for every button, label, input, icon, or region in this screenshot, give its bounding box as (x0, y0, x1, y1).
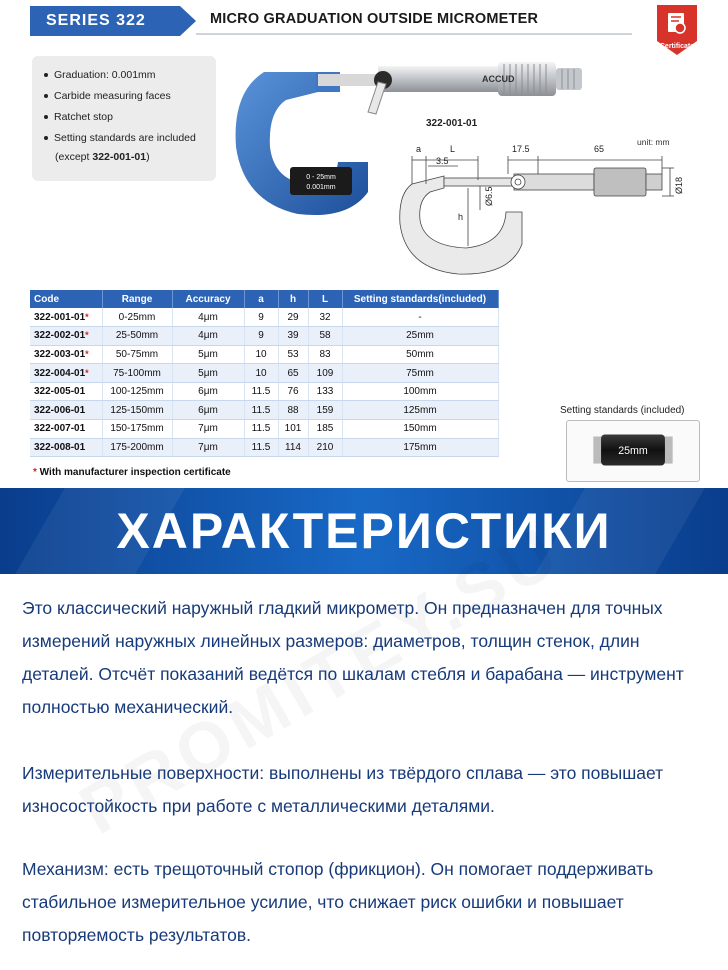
dim-dia-6-5: Ø6.5 (484, 186, 494, 206)
cell-accuracy: 6μm (172, 382, 244, 401)
certificate-badge (655, 5, 699, 55)
cell-h: 29 (278, 308, 308, 327)
cell-range: 75-100mm (102, 364, 172, 383)
cell-h: 114 (278, 438, 308, 457)
cell-h: 101 (278, 420, 308, 439)
table-row (30, 420, 498, 439)
cell-accuracy: 6μm (172, 401, 244, 420)
cell-code: 322-007-01 (30, 420, 102, 439)
cell-code: 322-004-01* (30, 364, 102, 383)
table-row (30, 438, 498, 457)
dial-range: 0 - 25mm (306, 174, 336, 181)
dim-65: 65 (594, 144, 605, 154)
cell-setting-standard: 50mm (342, 345, 498, 364)
cell-setting-standard: 175mm (342, 438, 498, 457)
description-paragraph: Измерительные поверхности: выполнены из твёрдого сплава — это повышает износостойкость при работе с металлическими деталями. (22, 763, 664, 816)
cell-setting-standard: 100mm (342, 382, 498, 401)
cell-a: 9 (244, 308, 278, 327)
cell-code: 322-008-01 (30, 438, 102, 457)
bullet-icon (44, 136, 48, 140)
cell-code: 322-006-01 (30, 401, 102, 420)
col-code: Code (30, 290, 102, 308)
cell-setting-standard: - (342, 308, 498, 327)
certificate-star: * (85, 311, 89, 322)
cell-setting-standard: 125mm (342, 401, 498, 420)
cell-L: 133 (308, 382, 342, 401)
cell-L: 210 (308, 438, 342, 457)
cell-setting-standard: 150mm (342, 420, 498, 439)
setting-standard-image (566, 420, 700, 482)
cell-range: 150-175mm (102, 420, 172, 439)
dim-L: L (450, 144, 456, 154)
cell-L: 185 (308, 420, 342, 439)
unit-label: unit: mm (637, 137, 670, 147)
col-accuracy: Accuracy (172, 290, 244, 308)
dial-graduation: 0.001mm (306, 184, 336, 191)
cell-accuracy: 5μm (172, 364, 244, 383)
standard-bar-text: 25mm (618, 444, 648, 457)
feature-exception: (except 322-001-01) (55, 151, 150, 163)
banner-title: ХАРАКТЕРИСТИКИ (116, 503, 612, 559)
dim-h: h (458, 212, 464, 222)
cell-code: 322-002-01* (30, 327, 102, 346)
cell-h: 53 (278, 345, 308, 364)
cell-a: 10 (244, 364, 278, 383)
certificate-star: * (85, 330, 89, 341)
table-row (30, 327, 498, 346)
series-label: SERIES 322 (46, 12, 146, 29)
dim-17-5: 17.5 (512, 144, 530, 154)
col-range: Range (102, 290, 172, 308)
cell-h: 65 (278, 364, 308, 383)
cell-range: 175-200mm (102, 438, 172, 457)
series-tab (30, 6, 196, 36)
col-setting-standards: Setting standards(included) (342, 290, 498, 308)
bullet-icon (44, 73, 48, 77)
description-paragraph: Это классический наружный гладкий микрометр. Он предназначен для точных измерений наружных линейных размеров: диаметров, толщин стенок, длин деталей. Отсчёт показаний ведётся по шкалам стебля и барабана — инструмент полностью механический. (22, 598, 684, 717)
section-banner (0, 488, 728, 574)
setting-standards-label: Setting standards (included) (560, 405, 685, 416)
cell-L: 83 (308, 345, 342, 364)
cell-a: 9 (244, 327, 278, 346)
brand-text: ACCUD (482, 74, 515, 84)
description-paragraph: Механизм: есть трещоточный стопор (фрикцион). Он помогает поддерживать стабильное измерительное усилие, что снижает риск ошибки и повышает повторяемость результатов. (22, 859, 654, 945)
dim-a: a (416, 144, 422, 154)
cell-setting-standard: 25mm (342, 327, 498, 346)
cell-a: 11.5 (244, 420, 278, 439)
col-a: a (244, 290, 278, 308)
table-row (30, 345, 498, 364)
spec-table (30, 290, 499, 457)
cell-L: 58 (308, 327, 342, 346)
cell-code: 322-001-01* (30, 308, 102, 327)
table-body (30, 308, 498, 457)
cell-h: 39 (278, 327, 308, 346)
dim-dia-18: Ø18 (674, 176, 684, 194)
feature-item: Setting standards are included (44, 128, 216, 149)
cell-a: 11.5 (244, 438, 278, 457)
model-label: 322-001-01 (426, 118, 478, 129)
cell-range: 25-50mm (102, 327, 172, 346)
features-box (32, 56, 216, 181)
cell-accuracy: 4μm (172, 327, 244, 346)
certificate-label: Certificate (659, 43, 695, 50)
cell-code: 322-003-01* (30, 345, 102, 364)
table-row (30, 364, 498, 383)
cell-L: 109 (308, 364, 342, 383)
cell-accuracy: 4μm (172, 308, 244, 327)
bullet-icon (44, 115, 48, 119)
bullet-icon (44, 94, 48, 98)
cell-L: 32 (308, 308, 342, 327)
cell-a: 10 (244, 345, 278, 364)
certificate-star: * (85, 348, 89, 359)
table-row (30, 308, 498, 327)
table-header-row (30, 290, 498, 308)
feature-item: Ratchet stop (44, 107, 216, 128)
table-row (30, 382, 498, 401)
col-L: L (308, 290, 342, 308)
table-row (30, 401, 498, 420)
cell-range: 125-150mm (102, 401, 172, 420)
title-underline (196, 33, 632, 35)
cell-h: 88 (278, 401, 308, 420)
cell-accuracy: 7μm (172, 438, 244, 457)
cell-accuracy: 7μm (172, 420, 244, 439)
certificate-star: * (85, 367, 89, 378)
cell-code: 322-005-01 (30, 382, 102, 401)
feature-item: Graduation: 0.001mm (44, 65, 216, 86)
cell-accuracy: 5μm (172, 345, 244, 364)
cell-range: 50-75mm (102, 345, 172, 364)
page-title: MICRO GRADUATION OUTSIDE MICROMETER (210, 11, 539, 27)
cell-setting-standard: 75mm (342, 364, 498, 383)
cell-h: 76 (278, 382, 308, 401)
col-h: h (278, 290, 308, 308)
cell-range: 0-25mm (102, 308, 172, 327)
feature-item: Carbide measuring faces (44, 86, 216, 107)
cell-a: 11.5 (244, 382, 278, 401)
cell-a: 11.5 (244, 401, 278, 420)
table-footnote: * With manufacturer inspection certificate (33, 467, 231, 478)
dim-3-5: 3.5 (436, 156, 449, 166)
cell-range: 100-125mm (102, 382, 172, 401)
cell-L: 159 (308, 401, 342, 420)
dimension-drawing (398, 134, 698, 284)
